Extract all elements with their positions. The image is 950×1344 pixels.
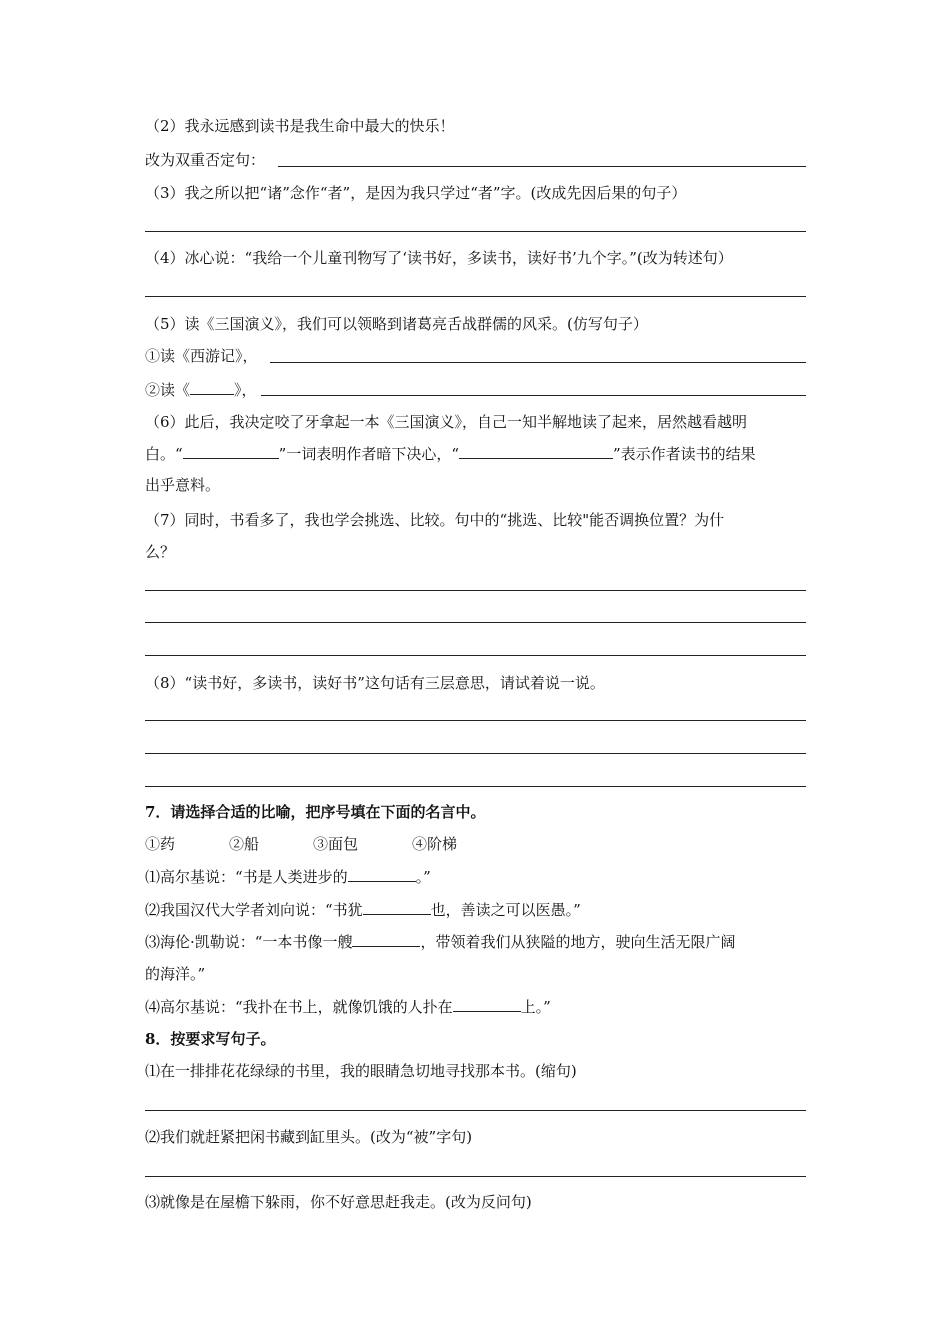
q6-s7-line1: （7）同时，书看多了，我也学会挑选、比较。句中的“挑选、比较"能否调换位置？为什 [145, 511, 725, 529]
q6-s8-stem: （8）“读书好，多读书，读好书”这句话有三层意思，请试着说一说。 [145, 674, 605, 692]
blank-result-word[interactable] [459, 443, 613, 459]
q6-s5-stem: （5）读《三国演义》，我们可以领略到诸葛亮舌战群儒的风采。(仿写句子） [145, 315, 648, 333]
q8-item-1: ⑴在一排排花花绿绿的书里，我的眼睛急切地寻找那本书。(缩句) [145, 1062, 577, 1080]
q7-option-4: ④阶梯 [412, 835, 458, 853]
q7-item-4: ⑷高尔基说：“我扑在书上，就像饥饿的人扑在 上。” [145, 998, 551, 1016]
q8-item-2: ⑵我们就赶紧把闲书藏到缸里头。(改为“被”字句) [145, 1128, 473, 1146]
q6-s6-line1: （6）此后，我决定咬了牙拿起一本《三国演义》，自己一知半解地读了起来，居然越看越明 [145, 413, 748, 431]
q7-title: 7．请选择合适的比喻，把序号填在下面的名言中。 [145, 803, 486, 821]
blank-determination-word[interactable] [183, 443, 279, 459]
answer-line-s3[interactable] [145, 231, 806, 232]
q6-s5-b: ②读《 》， [145, 381, 257, 399]
answer-line-s8-3[interactable] [145, 786, 806, 787]
q7-option-2: ②船 [229, 835, 260, 853]
answer-line-s7-3[interactable] [145, 655, 806, 656]
q6-s7-line2: 么？ [145, 543, 176, 561]
q6-s6-line3: 出乎意料。 [145, 476, 221, 494]
q6-s2-stem: （2）我永远感到读书是我生命中最大的快乐！ [145, 117, 455, 135]
q6-s5-a: ①读《西游记》， [145, 347, 258, 365]
blank-q7-4[interactable] [453, 996, 521, 1012]
answer-line-s5-b[interactable] [261, 395, 806, 396]
q7-item-3-cont: 的海洋。” [145, 965, 206, 983]
answer-line-s8-1[interactable] [145, 720, 806, 721]
answer-line-s2[interactable] [278, 166, 806, 167]
q8-title: 8．按要求写句子。 [145, 1030, 276, 1048]
q7-item-2: ⑵我国汉代大学者刘向说：“书犹 也，善读之可以医愚。” [145, 901, 581, 919]
blank-q7-2[interactable] [363, 899, 431, 915]
answer-line-s7-1[interactable] [145, 590, 806, 591]
answer-line-q8-1[interactable] [145, 1110, 806, 1111]
blank-q7-3[interactable] [352, 931, 420, 947]
blank-book-title[interactable] [190, 379, 234, 395]
answer-line-s5-a[interactable] [270, 362, 806, 363]
q7-option-3: ③面包 [313, 835, 359, 853]
q7-option-1: ①药 [145, 835, 176, 853]
answer-line-q8-2[interactable] [145, 1176, 806, 1177]
answer-line-s8-2[interactable] [145, 753, 806, 754]
q6-s4-stem: （4）冰心说：“我给一个儿童刊物写了‘读书好，多读书，读好书’九个字。”(改为转述句） [145, 249, 733, 267]
q7-item-1: ⑴高尔基说：“书是人类进步的 。” [145, 868, 431, 886]
blank-q7-1[interactable] [348, 866, 416, 882]
q6-s3-stem: （3）我之所以把“诸”念作“者”，是因为我只学过“者”字。(改成先因后果的句子） [145, 184, 687, 202]
q7-item-3: ⑶海伦·凯勒说：“一本书像一艘 ，带领着我们从狭隘的地方，驶向生活无限广阔 [145, 933, 736, 951]
q8-item-3: ⑶就像是在屋檐下躲雨，你不好意思赶我走。(改为反问句) [145, 1193, 532, 1211]
q6-s2-prompt: 改为双重否定句： [145, 151, 266, 169]
answer-line-s4[interactable] [145, 296, 806, 297]
q6-s6-line2: 白。“ ”一词表明作者暗下决心，“ ”表示作者读书的结果 [145, 445, 756, 463]
answer-line-s7-2[interactable] [145, 622, 806, 623]
